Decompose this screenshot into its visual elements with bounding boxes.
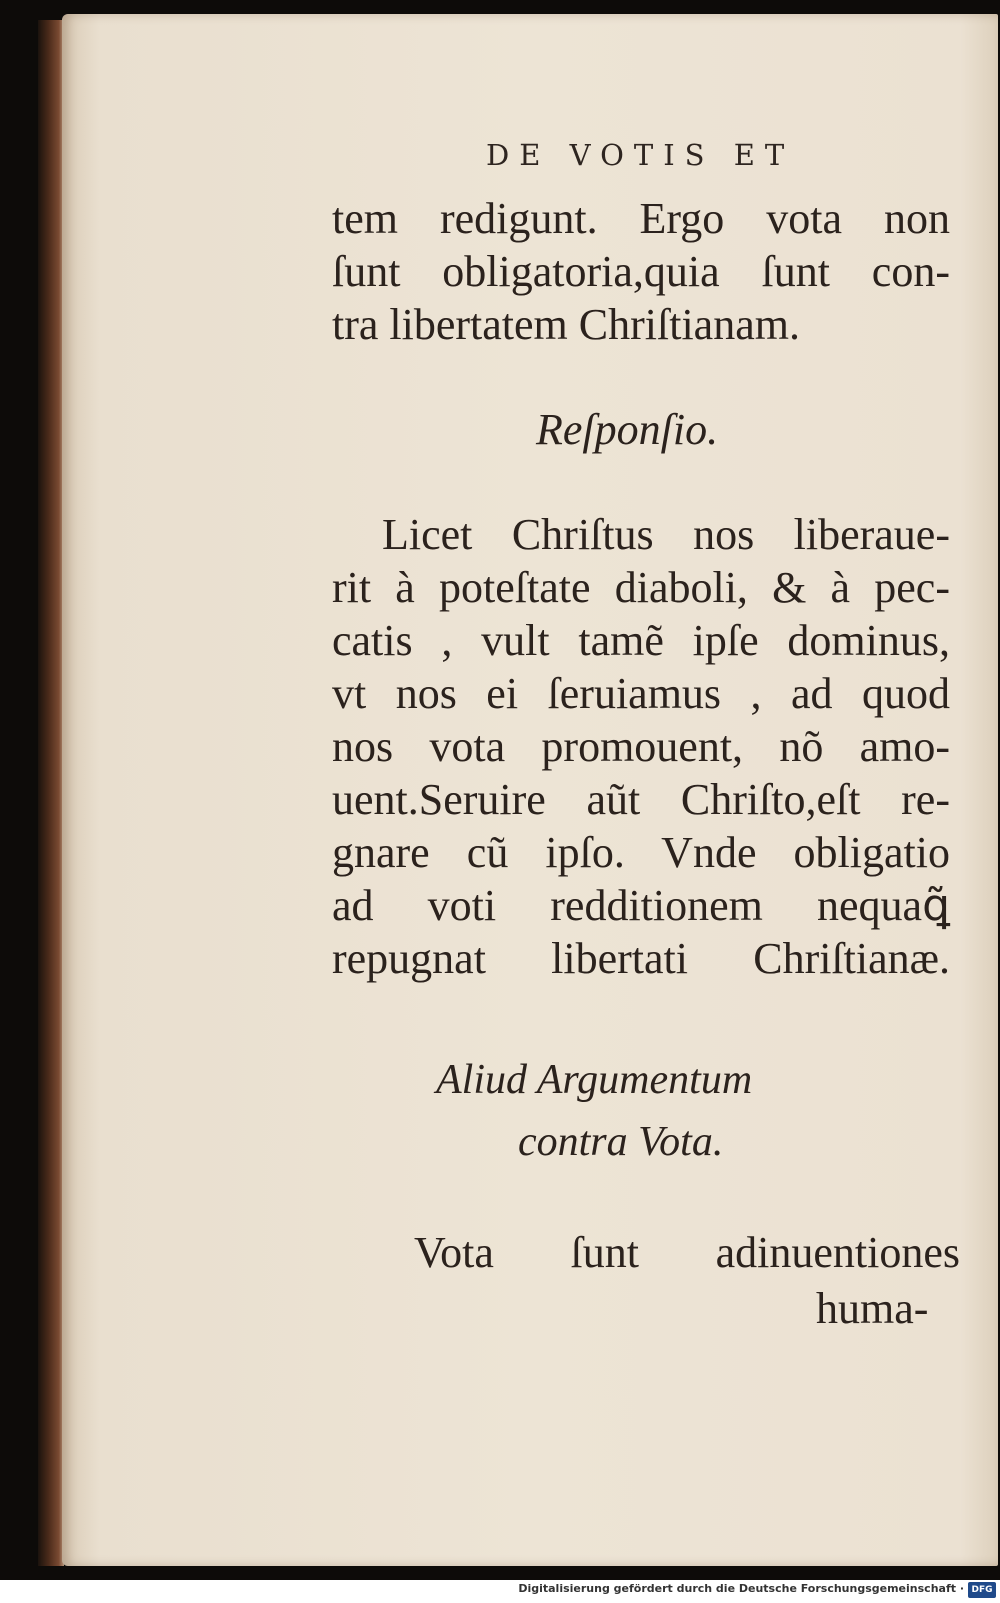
text-line: Licet Chriſtus nos liberaue- xyxy=(382,510,950,559)
text-line: gnare cũ ipſo. Vnde obligatio xyxy=(332,828,950,877)
catchword: huma- xyxy=(816,1284,929,1333)
text-line: nos vota promouent, nõ amo- xyxy=(332,722,950,771)
text-line: ſunt obligatoria,quia ſunt con- xyxy=(332,247,950,296)
responsio-heading: Reſponſio. xyxy=(536,405,719,454)
text-line: ad voti redditionem nequaꝗ̃ xyxy=(332,881,950,930)
running-head: DE VOTIS ET xyxy=(486,138,795,172)
argument-first-line: Vota ſunt adinuentiones xyxy=(414,1228,960,1277)
digitization-credit: Digitalisierung gefördert durch die Deutsche Forschungsgemeinschaft · xyxy=(518,1582,964,1595)
text-line: tra libertatem Chriſtianam. xyxy=(332,300,800,349)
text-line: uent.Seruire aũt Chriſto,eſt re- xyxy=(332,775,950,824)
argument-heading-line1: Aliud Argumentum xyxy=(436,1057,753,1103)
text-line: vt nos ei ſeruiamus , ad quod xyxy=(332,669,950,718)
argument-heading-line2: contra Vota. xyxy=(518,1119,724,1165)
responsio-text xyxy=(332,508,950,985)
text-line: tem redigunt. Ergo vota non xyxy=(332,194,950,243)
objection-text xyxy=(332,192,950,351)
text-line: rit à poteſtate diaboli, & à pec- xyxy=(332,563,950,612)
page-gutter-edge xyxy=(38,20,64,1566)
text-line: catis , vult tamẽ ipſe dominus, xyxy=(332,616,950,665)
dfg-logo-icon: DFG xyxy=(968,1582,996,1598)
text-line: repugnat libertati Chriſtianæ. xyxy=(332,934,950,983)
